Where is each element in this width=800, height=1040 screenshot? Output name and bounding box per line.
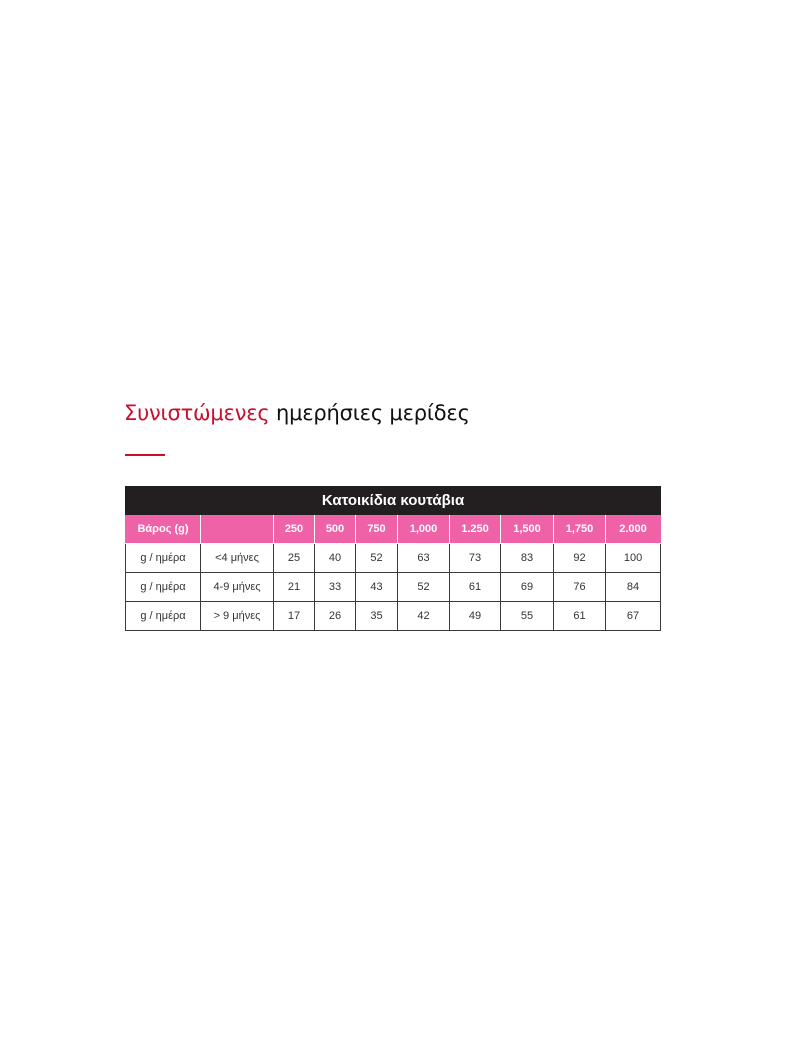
value-cell: 61 bbox=[450, 573, 501, 602]
value-cell: 92 bbox=[554, 544, 606, 573]
weight-header-cell: 1.250 bbox=[450, 515, 501, 544]
value-cell: 40 bbox=[315, 544, 356, 573]
table-row bbox=[126, 602, 661, 631]
weight-header-cell: 1,500 bbox=[501, 515, 554, 544]
weight-header-cell: 250 bbox=[274, 515, 315, 544]
value-cell: 26 bbox=[315, 602, 356, 631]
value-cell: 52 bbox=[356, 544, 398, 573]
value-cell: 67 bbox=[606, 602, 661, 631]
table-title-row bbox=[126, 487, 661, 515]
feeding-table bbox=[125, 486, 661, 631]
weight-header-cell: 1,000 bbox=[398, 515, 450, 544]
value-cell: 55 bbox=[501, 602, 554, 631]
weight-label: Βάρος (g) bbox=[126, 515, 201, 544]
value-cell: 49 bbox=[450, 602, 501, 631]
age-cell: 4-9 μήνες bbox=[201, 573, 274, 602]
weight-header-cell: 750 bbox=[356, 515, 398, 544]
value-cell: 21 bbox=[274, 573, 315, 602]
value-cell: 17 bbox=[274, 602, 315, 631]
value-cell: 84 bbox=[606, 573, 661, 602]
page-title bbox=[124, 401, 470, 425]
weight-header-row bbox=[126, 515, 661, 544]
age-cell: <4 μήνες bbox=[201, 544, 274, 573]
weight-blank-cell bbox=[201, 515, 274, 544]
table-row bbox=[126, 544, 661, 573]
value-cell: 63 bbox=[398, 544, 450, 573]
weight-header-cell: 1,750 bbox=[554, 515, 606, 544]
unit-cell: g / ημέρα bbox=[126, 573, 201, 602]
unit-cell: g / ημέρα bbox=[126, 544, 201, 573]
page-title-accent: Συνιστώμενες bbox=[124, 401, 270, 425]
value-cell: 25 bbox=[274, 544, 315, 573]
value-cell: 100 bbox=[606, 544, 661, 573]
value-cell: 73 bbox=[450, 544, 501, 573]
age-cell: > 9 μήνες bbox=[201, 602, 274, 631]
value-cell: 83 bbox=[501, 544, 554, 573]
title-underline bbox=[125, 454, 165, 456]
weight-header-cell: 500 bbox=[315, 515, 356, 544]
table-title: Κατοικίδια κουτάβια bbox=[126, 487, 661, 515]
page-title-rest: ημερήσιες μερίδες bbox=[269, 401, 470, 425]
value-cell: 42 bbox=[398, 602, 450, 631]
unit-cell: g / ημέρα bbox=[126, 602, 201, 631]
value-cell: 33 bbox=[315, 573, 356, 602]
value-cell: 76 bbox=[554, 573, 606, 602]
weight-header-cell: 2.000 bbox=[606, 515, 661, 544]
value-cell: 43 bbox=[356, 573, 398, 602]
value-cell: 52 bbox=[398, 573, 450, 602]
table-row bbox=[126, 573, 661, 602]
value-cell: 69 bbox=[501, 573, 554, 602]
value-cell: 35 bbox=[356, 602, 398, 631]
value-cell: 61 bbox=[554, 602, 606, 631]
